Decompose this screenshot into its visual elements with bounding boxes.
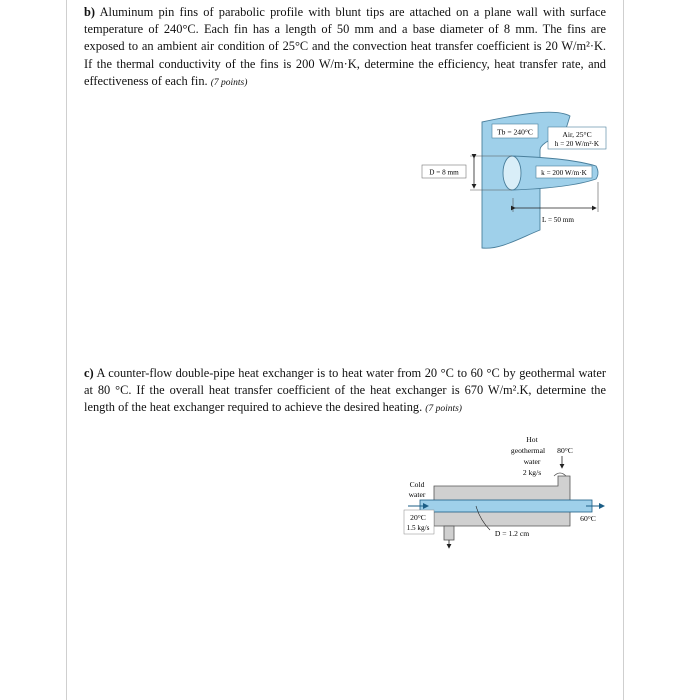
- hot-outlet-stub: [444, 526, 454, 540]
- pin-fin-figure: [400, 110, 630, 255]
- wall-temp-label: Tb = 240°C: [496, 127, 534, 137]
- hot-label-2: geothermal: [510, 446, 546, 455]
- problem-b: [84, 4, 606, 92]
- page-frame: [66, 0, 624, 700]
- problem-c-points: (7 points): [425, 404, 462, 415]
- heat-exchanger-figure: [390, 430, 615, 565]
- problem-c: [84, 365, 606, 419]
- problem-b-text: Aluminum pin fins of parabolic profile with blunt tips are attached on a plane wall with surface temperature of 240°C. Each fin has a length of 50 mm and a base diameter of 8 mm. The fins are exposed to an ambient air condition of 25°C and the convection heat transfer coefficient is 20 W/m²·K. If the thermal conductivity of the fins is 200 W/m·K, determine the efficiency, heat transfer rate, and effectiveness of each fin.: [84, 5, 606, 88]
- problem-b-label: b): [84, 5, 96, 19]
- cold-label-2: water: [408, 490, 426, 499]
- problem-c-label: c): [84, 366, 94, 380]
- diameter-label: D = 8 mm: [429, 168, 459, 177]
- cold-inlet-temp: 20°C: [410, 513, 426, 522]
- cold-flow-rate: 1.5 kg/s: [406, 524, 430, 532]
- fin-base: [503, 156, 521, 190]
- cold-label-1: Cold: [409, 480, 425, 489]
- problem-c-text: A counter-flow double-pipe heat exchanger is to heat water from 20 °C to 60 °C by geothermal water at 80 °C. If the overall heat transfer coefficient of the heat exchanger is 670 W/m².K, determine the length of the heat exchanger required to achieve the desired heating.: [84, 366, 606, 415]
- hot-label-3: water: [523, 457, 541, 466]
- hot-flow-rate: 2 kg/s: [522, 468, 542, 477]
- cold-outlet-temp: 60°C: [580, 514, 596, 523]
- inner-tube: [420, 500, 592, 512]
- problem-b-points: (7 points): [210, 77, 248, 88]
- hot-label-1: Hot: [526, 435, 538, 444]
- length-label: L = 50 mm: [542, 216, 574, 224]
- air-temp-label: Air, 25°C: [562, 130, 592, 139]
- tube-diameter-label: D = 1.2 cm: [494, 529, 530, 538]
- hot-inlet-temp: 80°C: [557, 446, 573, 455]
- h-coefficient-label: h = 20 W/m²·K: [554, 140, 600, 148]
- conductivity-label: k = 200 W/m·K: [541, 169, 587, 177]
